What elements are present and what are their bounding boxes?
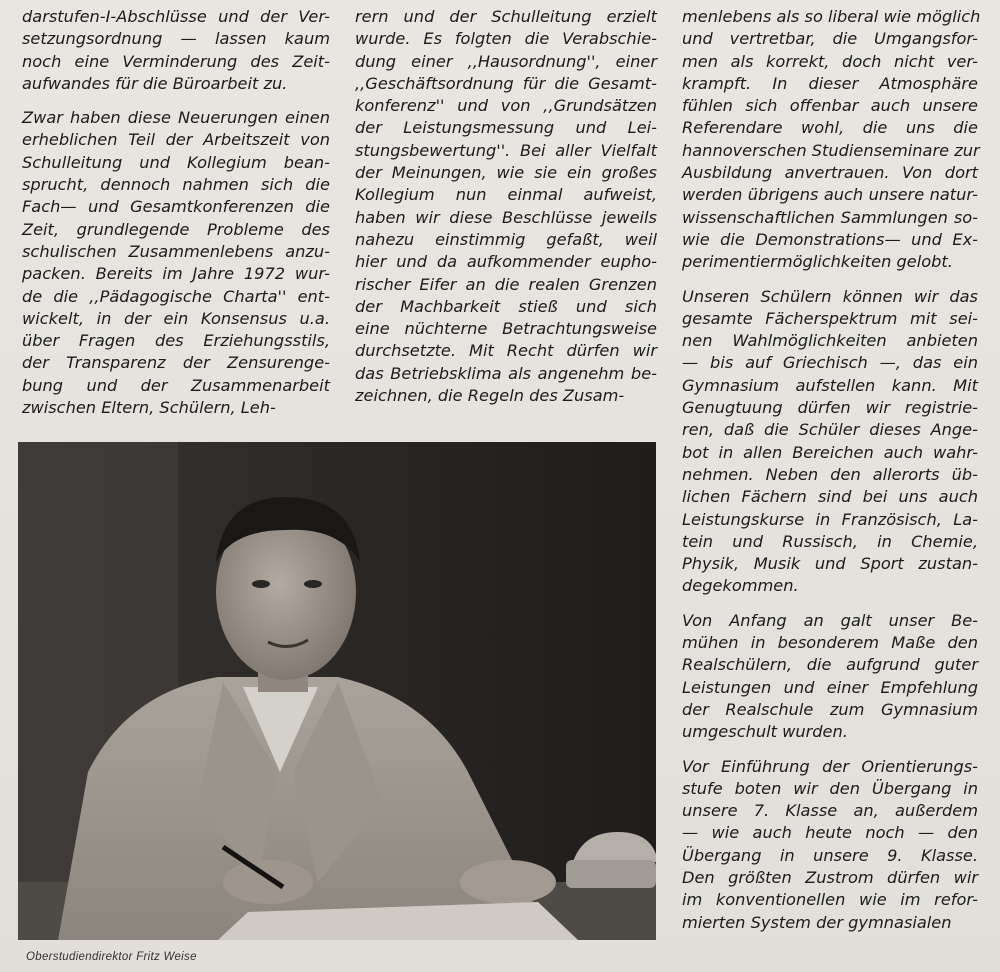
text-line: werden übrigens auch unsere natur- [682, 185, 978, 205]
text-line: Realschülern, die aufgrund guter [682, 655, 978, 675]
text-line: lichen Fächern sind bei uns auch [682, 487, 978, 507]
paragraph [682, 610, 978, 744]
text-line: konferenz'' und von ,,Grundsätzen [355, 96, 657, 116]
text-line: rern und der Schulleitung erzielt [355, 7, 657, 26]
text-line: Referendare wohl, die uns die [682, 118, 978, 138]
text-line: mierten System der gymnasialen [682, 912, 952, 932]
text-line: wissenschaftlichen Sammlungen so- [682, 207, 978, 227]
text-line: der Meinungen, wie sie ein großes [355, 163, 657, 183]
text-line: perimentiermöglichkeiten gelobt. [682, 252, 953, 272]
text-line: fühlen sich offenbar auch unsere [682, 96, 978, 116]
text-line: — wie auch heute noch — den [682, 823, 978, 843]
text-line: — bis auf Griechisch —, das ein [682, 353, 978, 373]
text-line: schulischen Zusammenlebens anzu- [22, 241, 330, 261]
text-line: Genugtuung dürfen wir registrie- [682, 398, 978, 418]
text-line: zeichnen, die Regeln des Zusam- [355, 386, 625, 406]
paragraph [682, 756, 978, 934]
text-line: Den größten Zustrom dürfen wir [682, 867, 978, 887]
text-line: sprucht, dennoch nahmen sich die [22, 175, 330, 195]
text-column-2 [355, 6, 657, 419]
text-line: mühen in besonderem Maße den [682, 633, 978, 653]
text-line: zwischen Eltern, Schülern, Leh- [22, 398, 276, 418]
text-line: Schulleitung und Kollegium bean- [22, 152, 330, 172]
text-line: stungsbewertung''. Bei aller Vielfalt [355, 140, 657, 160]
text-line: Fach— und Gesamtkonferenzen die [22, 197, 330, 217]
paragraph [22, 6, 330, 95]
text-line: wickelt, in der ein Konsensus u.a. [22, 308, 330, 328]
text-line: de die ,,Pädagogische Charta'' ent- [22, 286, 330, 306]
paragraph [22, 107, 330, 419]
text-line: durchsetzte. Mit Recht dürfen wir [355, 341, 657, 361]
text-line: Kollegium nun einmal aufweist, [355, 185, 657, 205]
text-line: Leistungen und einer Empfehlung [682, 677, 978, 697]
text-line: hier und da aufkommender eupho- [355, 252, 657, 272]
text-line: Unseren Schülern können wir das [682, 286, 978, 306]
text-line: wurde. Es folgten die Verabschie- [355, 29, 657, 49]
paragraph [682, 286, 978, 598]
text-line: Zeit, grundlegende Probleme des [22, 219, 330, 239]
text-line: bung und der Zusammenarbeit [22, 375, 330, 395]
paragraph [355, 6, 657, 407]
text-line: nahezu einstimmig gefaßt, weil [355, 229, 657, 249]
text-line: degekommen. [682, 576, 799, 596]
text-line: unsere 7. Klasse an, außerdem [682, 801, 978, 821]
text-line: rischer Eifer an die realen Grenzen [355, 274, 657, 294]
text-column-1 [22, 6, 330, 431]
text-line: nehmen. Neben den allerorts üb- [682, 464, 978, 484]
text-line: Zwar haben diese Neuerungen einen [22, 108, 330, 128]
text-line: eine nüchterne Betrachtungsweise [355, 319, 657, 339]
text-line: umgeschult wurden. [682, 722, 848, 742]
text-line: aufwandes für die Büroarbeit zu. [22, 73, 288, 93]
text-line: dung einer ,,Hausordnung'', einer [355, 51, 657, 71]
text-line: im konventionellen wie im refor- [682, 890, 978, 910]
text-line: der Realschule zum Gymnasium [682, 699, 978, 719]
text-line: noch eine Verminderung des Zeit- [22, 51, 330, 71]
text-line: Leistungskurse in Französisch, La- [682, 509, 978, 529]
text-line: der Leistungsmessung und Lei- [355, 118, 657, 138]
text-line: nen Wahlmöglichkeiten anbieten [682, 331, 978, 351]
text-line: über Fragen des Erziehungsstils, [22, 331, 330, 351]
text-line: krampft. In dieser Atmosphäre [682, 73, 978, 93]
text-line: erheblichen Teil der Arbeitszeit von [22, 130, 330, 150]
text-line: packen. Bereits im Jahre 1972 wur- [22, 264, 330, 284]
text-line: das Betriebsklima als angenehm be- [355, 363, 657, 383]
text-line: tein und Russisch, in Chemie, [682, 531, 978, 551]
text-line: hannoverschen Studienseminare zur [682, 140, 980, 160]
text-line: Übergang in unsere 9. Klasse. [682, 845, 978, 865]
text-line: darstufen-I-Abschlüsse und der Ver- [22, 7, 330, 26]
text-line: setzungsordnung — lassen kaum [22, 29, 330, 49]
photo-caption: Oberstudiendirektor Fritz Weise [26, 951, 197, 963]
text-line: bot in allen Bereichen auch wahr- [682, 442, 978, 462]
text-line: haben wir diese Beschlüsse jeweils [355, 207, 657, 227]
text-line: ,,Geschäftsordnung für die Gesamt- [355, 73, 657, 93]
text-line: Physik, Musik und Sport zustan- [682, 554, 978, 574]
text-line: Gymnasium aufstellen kann. Mit [682, 375, 978, 395]
text-line: menlebens als so liberal wie möglich [682, 7, 981, 26]
text-line: gesamte Fächerspektrum mit sei- [682, 308, 978, 328]
text-line: ren, daß die Schüler dieses Ange- [682, 420, 978, 440]
paragraph [682, 6, 981, 274]
text-line: stufe boten wir den Übergang in [682, 778, 978, 798]
text-line: der Machbarkeit stieß und sich [355, 296, 657, 316]
portrait-photo [18, 442, 656, 940]
text-line: der Transparenz der Zensurenge- [22, 353, 330, 373]
text-line: wie die Demonstrations— und Ex- [682, 229, 978, 249]
text-line: Von Anfang an galt unser Be- [682, 610, 978, 630]
text-line: men als korrekt, doch nicht ver- [682, 51, 978, 71]
text-line: Ausbildung anvertrauen. Von dort [682, 163, 978, 183]
text-column-3 [682, 6, 981, 946]
portrait-photo-icon [18, 442, 656, 940]
text-line: und vertretbar, die Umgangsfor- [682, 29, 978, 49]
text-line: Vor Einführung der Orientierungs- [682, 756, 978, 776]
